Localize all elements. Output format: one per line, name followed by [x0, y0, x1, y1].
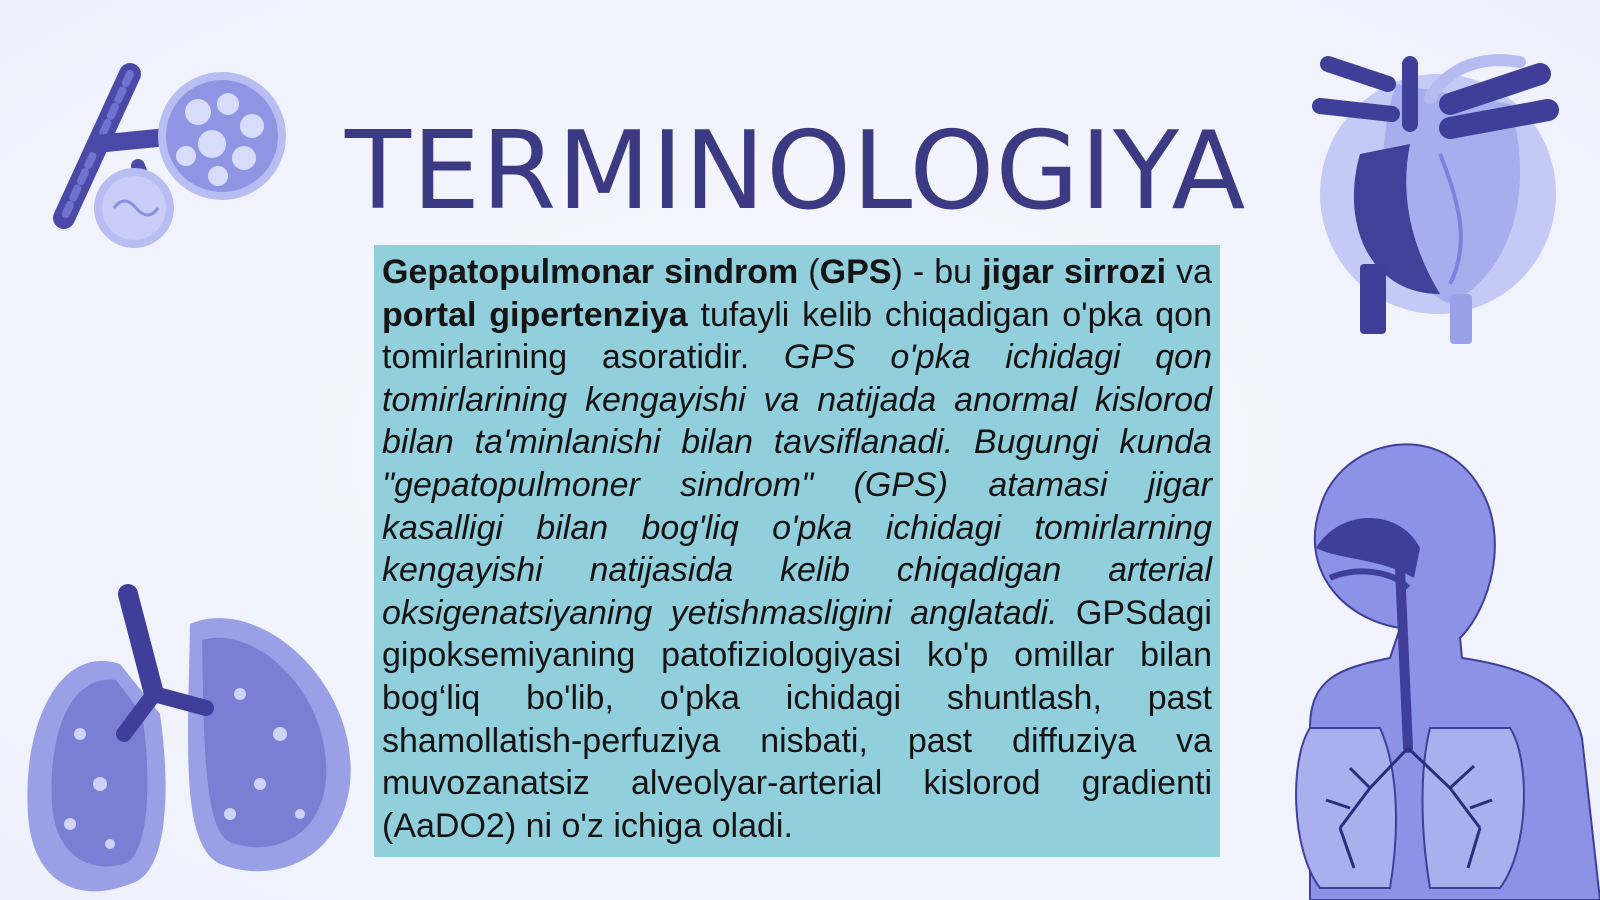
- italic-description: GPS o'pka ichidagi qon tomirlarining kengayishi va natijada anormal kislorod bilan ta'minlanishi bilan tavsiflanadi. Bugungi kunda "gepatopulmoner sindrom" (GPS) atamasi jigar kasalligi bilan bog'liq o'pka ichidagi tomirlarning kengayishi natijasida kelib chiqadigan arterial oksigenatsiyaning yetishmasligini anglatadi.: [382, 338, 1212, 632]
- slide-title: TERMINOLOGIYA: [345, 109, 1247, 234]
- heart-icon: [1300, 44, 1570, 344]
- definition-paragraph: [382, 251, 1212, 847]
- text-run: (: [798, 253, 820, 291]
- lungs-icon: [20, 584, 370, 894]
- pathophysiology-text: GPSdagi gipoksemiyaning patofiziologiyasi ko'p omillar bilan bog‘liq bo'lib, o'pka ichidagi shuntlash, past shamollatish-perfuziya nisbati, past diffuziya va muvozanatsiz alveolyar-arterial kislorod gradienti (AaDO2) ni o'z ichiga oladi.: [382, 593, 1212, 845]
- term-gps: GPS: [819, 253, 892, 291]
- text-run: ) - bu: [891, 253, 983, 291]
- text-run: va: [1166, 253, 1212, 291]
- term-portal-hypertension: portal gipertenziya: [382, 295, 688, 334]
- respiratory-system-figure: [1230, 428, 1600, 900]
- definition-text-box: [374, 245, 1220, 857]
- alveoli-bronchiole-icon: [38, 48, 298, 248]
- term-liver-cirrhosis: jigar sirrozi: [982, 253, 1167, 291]
- text-run: tufayli kelib chiqadigan o'pka qon tomirlarining asoratidir.: [382, 295, 1212, 377]
- term-hepatopulmonary-syndrome: Gepatopulmonar sindrom: [382, 253, 799, 291]
